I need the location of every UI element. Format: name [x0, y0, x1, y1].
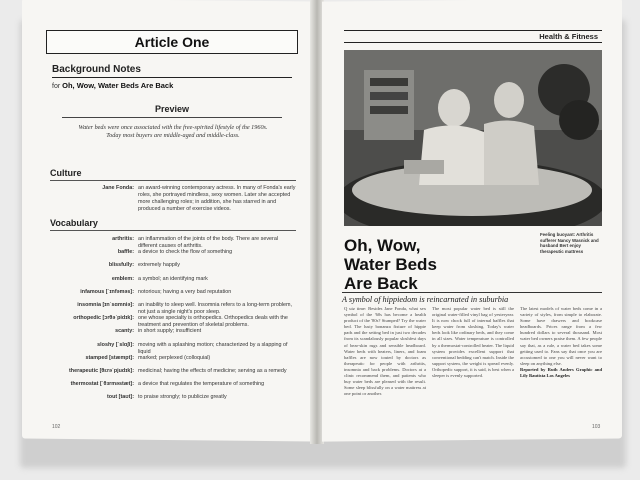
culture-term: Jane Fonda: — [102, 185, 134, 191]
vocabulary-definition: a device that regulates the temperature of something — [138, 381, 265, 388]
headline-line-3: Are Back — [344, 274, 418, 293]
culture-rule — [50, 180, 296, 181]
left-page-number: 102 — [52, 424, 61, 430]
vocabulary-definition: to praise strongly; to publicize greatly — [138, 394, 227, 401]
vocabulary-entry — [50, 328, 296, 335]
vocabulary-definition: marked; perplexed (colloquial) — [138, 354, 211, 361]
vocabulary-definition: one whose specialty is orthopedics. Orthopedics deals with the treatment and prevention of skeletal problems. — [138, 315, 288, 329]
vocabulary-entry — [50, 236, 296, 250]
article-column-1: Q uiz time: Besides Jane Fonda, what sex symbol of the '60s has become a health product of the '80s? Stumped? Try the water bed. The lusty bonanza fixture of hippie pads and the setting bed in just two decades from its scandalously popular sloshfest days of bear-skin rugs and sensible headboard. Water beds with heaters, liners, and foam baffles are now touted by doctors as therapeutic for people with arthritis, insomnia and back problems. Doctors at a clinic recommend them, and patients who buy water beds are pleased with the result. Some sleep blissfully on a water mattress at one point or another. — [344, 306, 426, 397]
headline-line-1: Oh, Wow, — [344, 236, 421, 255]
vocabulary-heading: Vocabulary — [50, 218, 98, 228]
vocabulary-term: orthopedic [ɔrθəˈpidɪk]: — [73, 315, 134, 322]
column-3-text: The latest models of water beds come in a variety of styles, from simple to elaborate. Some have drawers and bookcase headboards. Prices range from a few hundred dollars to several thousand. Most water bed owners praise them. A few people say that, as a rule, a water bed takes some getting used to. Fans say that once you are accustomed to one you will never want to sleep on anything else. — [520, 306, 602, 366]
article-credit: Reported by Ruth Anders Graphic and Lily Bautista Los Angeles — [520, 366, 602, 379]
background-article-name: Oh, Wow, Water Beds Are Back — [62, 81, 174, 90]
background-subtitle — [52, 81, 173, 90]
vocabulary-entry — [50, 342, 296, 356]
vocabulary-definition: a device to check the flow of something — [138, 249, 233, 256]
vocabulary-term: arthritis: — [112, 236, 134, 242]
vocabulary-definition: a symbol; an identifying mark — [138, 275, 208, 282]
photo-caption: Feeling buoyant: Arthritis sufferer Nancy Wasnick and husband Bert enjoy therapeutic mattress — [540, 232, 599, 254]
vocabulary-term: infamous [ˈɪnfəməs]: — [80, 288, 134, 295]
article-deck: A symbol of hippiedom is reincarnated in suburbia — [342, 292, 602, 304]
vocabulary-entry — [50, 302, 296, 316]
article-headline — [344, 236, 534, 293]
vocabulary-rule — [50, 230, 296, 231]
background-notes-heading: Background Notes — [52, 64, 141, 75]
vocabulary-definition: moving with a splashing motion; characterized by a slapping of liquid — [138, 341, 288, 355]
article-title: Article One — [134, 34, 210, 50]
vocabulary-term: emblem: — [111, 275, 134, 282]
vocabulary-entry — [50, 381, 296, 388]
vocabulary-term: thermostat [ˈθɜrməstæt]: — [70, 381, 134, 388]
vocabulary-entry — [50, 355, 296, 362]
vocabulary-term: scanty: — [115, 328, 134, 335]
article-column-2: The most popular water bed is still the original water-filled vinyl bag of yesteryear. It is now chock full of internal baffles that keep water from sloshing. Today's water beds look like ordinary beds, and they come in all sizes. Water temperature is controlled by a thermostat-controlled heater. The liquid system provides excellent support that conventional bedding can't match. Inside the support system, the weight is spread evenly. Orthopedic support, it is said, is best when a sleeper is evenly supported. — [432, 306, 514, 379]
background-for: for — [52, 83, 61, 90]
vocabulary-definition: notorious; having a very bad reputation — [138, 288, 232, 295]
vocabulary-definition: an inability to sleep well. Insomnia refers to a long-term problem, not just a single night's poor sleep. — [138, 302, 293, 315]
vocabulary-term: tout [taʊt]: — [107, 394, 134, 401]
couple-on-water-bed-photo — [344, 50, 602, 226]
culture-heading: Culture — [50, 168, 82, 178]
vocabulary-term: baffle: — [117, 249, 134, 256]
background-rule — [52, 77, 292, 78]
right-page-number: 103 — [592, 424, 601, 430]
vocabulary-term: stamped [stæmpt]: — [85, 354, 134, 361]
culture-definition: an award-winning contemporary actress. In many of Fonda's early roles, she portrayed mindless, sexy women. Later she accepted more challenging roles; in addition, she has starred in and produced a number of exercise videos. — [138, 185, 296, 212]
culture-entry — [50, 185, 296, 213]
vocabulary-entry — [50, 368, 296, 375]
vocabulary-entry — [50, 289, 296, 296]
headline-line-2: Water Beds — [344, 255, 437, 274]
vocabulary-entry — [50, 276, 296, 283]
preview-title: Preview — [154, 104, 190, 114]
preview-text: Water beds were once associated with the free-spirited lifestyle of the 1960s. Today most buyers are middle-aged and middle-class. — [78, 124, 268, 139]
vocabulary-term: insomnia [ɪnˈsɑmniə]: — [77, 302, 134, 308]
vocabulary-entry — [50, 315, 296, 329]
vocabulary-entry — [50, 394, 296, 401]
vocabulary-definition: extremely happily — [138, 262, 180, 269]
vocabulary-entry — [50, 249, 296, 256]
vocabulary-definition: medicinal; having the effects of medicine; serving as a remedy — [138, 368, 287, 374]
article-title-box — [46, 30, 298, 54]
vocabulary-term: therapeutic [θɛrəˈpjudɪk]: — [69, 368, 134, 374]
vocabulary-term: blissfully: — [108, 262, 134, 269]
preview-rule — [62, 117, 282, 118]
vocabulary-definition: an inflammation of the joints of the body. There are several different causes of arthritis. — [138, 236, 279, 249]
vocabulary-definition: in short supply; insufficient — [138, 328, 202, 335]
section-label: Health & Fitness — [344, 30, 602, 43]
article-column-3 — [520, 306, 602, 379]
vocabulary-term: sloshy [ˈslɑʃi]: — [97, 341, 134, 348]
vocabulary-entry — [50, 262, 296, 269]
